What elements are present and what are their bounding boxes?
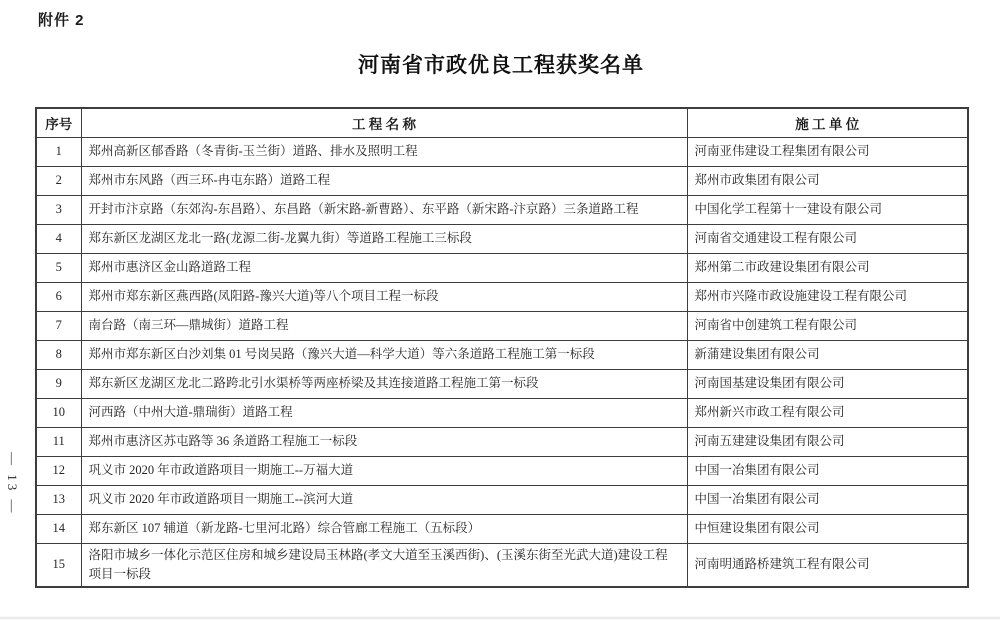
row-number-cell: 12	[36, 456, 81, 485]
table-row	[36, 398, 968, 427]
table-row	[36, 311, 968, 340]
project-name-cell: 郑州市郑东新区燕西路(凤阳路-豫兴大道)等八个项目工程一标段	[81, 282, 687, 311]
project-name-cell: 郑州市惠济区金山路道路工程	[81, 253, 687, 282]
table-row	[36, 514, 968, 543]
table-row	[36, 195, 968, 224]
construction-unit-cell: 郑州市政集团有限公司	[687, 166, 968, 195]
construction-unit-cell: 中恒建设集团有限公司	[687, 514, 968, 543]
construction-unit-cell: 郑州市兴隆市政设施建设工程有限公司	[687, 282, 968, 311]
row-number-cell: 15	[36, 543, 81, 587]
project-name-cell: 巩义市 2020 年市政道路项目一期施工--滨河大道	[81, 485, 687, 514]
row-number-cell: 4	[36, 224, 81, 253]
table-row	[36, 485, 968, 514]
project-name-cell: 郑州市郑东新区白沙刘集 01 号岗吴路（豫兴大道—科学大道）等六条道路工程施工第一标段	[81, 340, 687, 369]
row-number-cell: 7	[36, 311, 81, 340]
header-cell-number: 序号	[36, 108, 81, 137]
row-number-cell: 14	[36, 514, 81, 543]
construction-unit-cell: 河南省交通建设工程有限公司	[687, 224, 968, 253]
project-name-cell: 郑州市惠济区苏屯路等 36 条道路工程施工一标段	[81, 427, 687, 456]
row-number-cell: 13	[36, 485, 81, 514]
row-number-cell: 10	[36, 398, 81, 427]
project-name-cell: 郑东新区龙湖区龙北二路跨北引水渠桥等两座桥梁及其连接道路工程施工第一标段	[81, 369, 687, 398]
row-number-cell: 2	[36, 166, 81, 195]
project-name-cell: 开封市汴京路（东郊沟-东昌路）、东昌路（新宋路-新曹路）、东平路（新宋路-汴京路）三条道路工程	[81, 195, 687, 224]
table-row	[36, 282, 968, 311]
project-name-cell: 南台路（南三环—鼎城街）道路工程	[81, 311, 687, 340]
table-row	[36, 543, 968, 587]
project-name-cell: 郑州高新区郁香路（冬青街-玉兰街）道路、排水及照明工程	[81, 137, 687, 166]
attachment-label: 附件 2	[38, 12, 85, 29]
construction-unit-cell: 郑州新兴市政工程有限公司	[687, 398, 968, 427]
construction-unit-cell: 中国一冶集团有限公司	[687, 485, 968, 514]
table-row	[36, 369, 968, 398]
construction-unit-cell: 中国一冶集团有限公司	[687, 456, 968, 485]
page-title: 河南省市政优良工程获奖名单	[358, 54, 644, 77]
project-name-cell: 郑东新区龙湖区龙北一路(龙源二街-龙翼九街）等道路工程施工三标段	[81, 224, 687, 253]
header-cell-construction-unit: 施 工 单 位	[687, 108, 968, 137]
awards-table	[35, 107, 969, 588]
table-row	[36, 340, 968, 369]
construction-unit-cell: 河南明通路桥建筑工程有限公司	[687, 543, 968, 587]
row-number-cell: 3	[36, 195, 81, 224]
header-cell-project-name: 工 程 名 称	[81, 108, 687, 137]
project-name-cell: 洛阳市城乡一体化示范区住房和城乡建设局玉林路(孝文大道至玉溪西街)、(玉溪东街至光武大道)建设工程项目一标段	[81, 543, 687, 587]
table-row	[36, 456, 968, 485]
project-name-cell: 河西路（中州大道-鼎瑞街）道路工程	[81, 398, 687, 427]
construction-unit-cell: 郑州第二市政建设集团有限公司	[687, 253, 968, 282]
table-header-row	[36, 108, 968, 137]
construction-unit-cell: 中国化学工程第十一建设有限公司	[687, 195, 968, 224]
project-name-cell: 郑州市东风路（西三环-冉屯东路）道路工程	[81, 166, 687, 195]
row-number-cell: 9	[36, 369, 81, 398]
table-row	[36, 253, 968, 282]
table-row	[36, 427, 968, 456]
row-number-cell: 6	[36, 282, 81, 311]
project-name-cell: 郑东新区 107 辅道（新龙路-七里河北路）综合管廊工程施工（五标段）	[81, 514, 687, 543]
construction-unit-cell: 河南省中创建筑工程有限公司	[687, 311, 968, 340]
construction-unit-cell: 河南亚伟建设工程集团有限公司	[687, 137, 968, 166]
construction-unit-cell: 河南五建建设集团有限公司	[687, 427, 968, 456]
project-name-cell: 巩义市 2020 年市政道路项目一期施工--万福大道	[81, 456, 687, 485]
row-number-cell: 11	[36, 427, 81, 456]
page-number: — 13 —	[5, 452, 20, 516]
table-row	[36, 166, 968, 195]
scan-edge-shadow	[0, 616, 1000, 620]
construction-unit-cell: 新蒲建设集团有限公司	[687, 340, 968, 369]
construction-unit-cell: 河南国基建设集团有限公司	[687, 369, 968, 398]
row-number-cell: 5	[36, 253, 81, 282]
table-row	[36, 137, 968, 166]
row-number-cell: 1	[36, 137, 81, 166]
table-row	[36, 224, 968, 253]
row-number-cell: 8	[36, 340, 81, 369]
